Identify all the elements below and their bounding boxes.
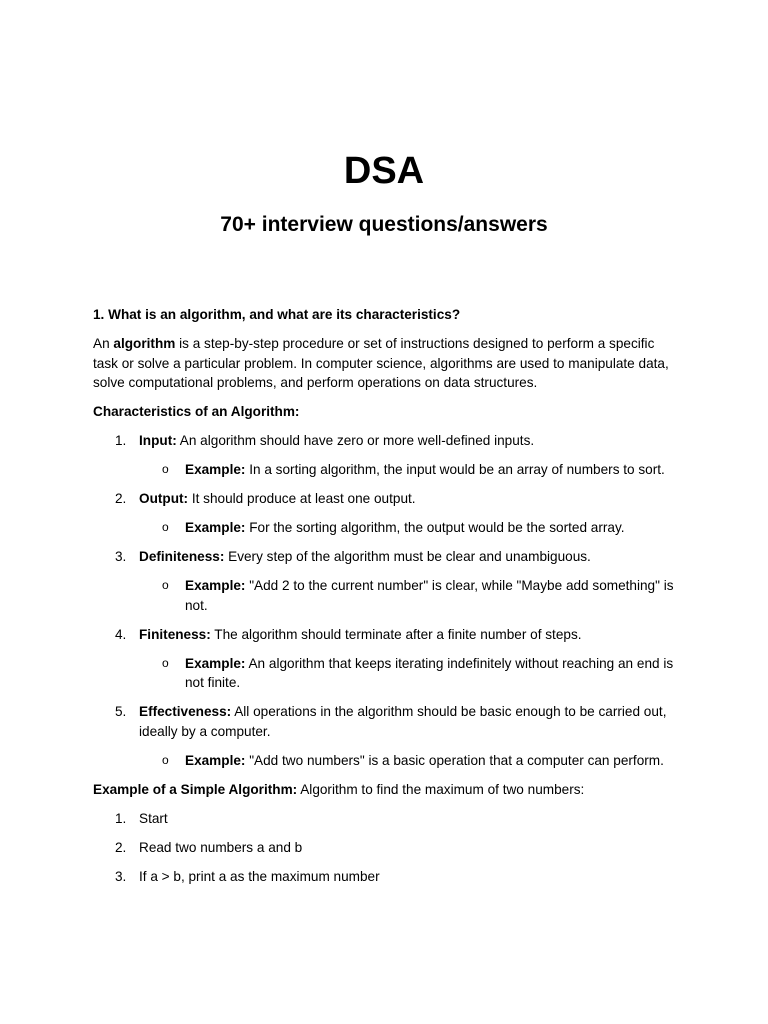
characteristic-term: Input: bbox=[139, 433, 177, 448]
step-text: Start bbox=[139, 810, 168, 826]
example-text: For the sorting algorithm, the output would be the sorted array. bbox=[245, 520, 625, 535]
example-item bbox=[93, 460, 683, 480]
circle-bullet-icon: o bbox=[162, 578, 169, 592]
example-item bbox=[93, 751, 683, 771]
document-title: DSA bbox=[343, 150, 425, 192]
example-label: Example: bbox=[185, 752, 246, 768]
characteristic-term: Output: bbox=[139, 491, 189, 506]
simple-example-text: Algorithm to find the maximum of two numbers: bbox=[297, 781, 585, 797]
item-number: 4. bbox=[115, 626, 127, 642]
example-label: Example: bbox=[185, 462, 246, 477]
characteristic-item bbox=[93, 431, 683, 451]
step-text: If a > b, print a as the maximum number bbox=[139, 868, 380, 884]
characteristic-desc: All operations in the algorithm should be basic enough to be carried out, ideally by a computer. bbox=[139, 704, 667, 739]
simple-example-paragraph bbox=[93, 780, 683, 800]
document-body bbox=[93, 305, 683, 886]
characteristic-term: Finiteness: bbox=[139, 626, 211, 642]
characteristic-item bbox=[93, 489, 683, 509]
characteristic-desc: An algorithm should have zero or more well-defined inputs. bbox=[176, 433, 535, 448]
intro-bold-term: algorithm bbox=[113, 336, 176, 351]
algorithm-step bbox=[93, 867, 683, 887]
characteristic-desc: Every step of the algorithm must be clear and unambiguous. bbox=[224, 549, 591, 564]
characteristic-item bbox=[93, 625, 683, 645]
simple-example-label: Example of a Simple Algorithm: bbox=[93, 781, 298, 797]
circle-bullet-icon: o bbox=[162, 752, 169, 767]
characteristics-heading: Characteristics of an Algorithm: bbox=[93, 404, 300, 419]
step-number: 2. bbox=[115, 839, 127, 855]
intro-paragraph bbox=[93, 334, 683, 393]
characteristic-item bbox=[93, 702, 683, 741]
document-subtitle: 70+ interview questions/answers bbox=[220, 213, 548, 236]
example-item bbox=[93, 518, 683, 538]
intro-prefix: An bbox=[93, 336, 114, 351]
step-number: 3. bbox=[115, 868, 127, 884]
characteristic-term: Effectiveness: bbox=[139, 704, 232, 719]
step-text: Read two numbers a and b bbox=[139, 839, 303, 855]
item-number: 1. bbox=[115, 433, 127, 448]
characteristic-desc: It should produce at least one output. bbox=[188, 491, 416, 506]
example-text: "Add two numbers" is a basic operation that a computer can perform. bbox=[245, 752, 664, 768]
example-text: In a sorting algorithm, the input would be an array of numbers to sort. bbox=[245, 462, 665, 477]
characteristic-desc: The algorithm should terminate after a finite number of steps. bbox=[210, 626, 582, 642]
example-item bbox=[93, 576, 683, 615]
intro-rest: is a step-by-step procedure or set of instructions designed to perform a specific task or solve a particular problem. In computer science, algorithms are used to manipulate data, solve computational problems, and perform operations on data structures. bbox=[93, 336, 669, 390]
example-text: An algorithm that keeps iterating indefinitely without reaching an end is not finite. bbox=[185, 655, 674, 690]
algorithm-step bbox=[93, 838, 683, 858]
step-number: 1. bbox=[115, 810, 127, 826]
example-label: Example: bbox=[185, 655, 246, 671]
characteristic-term: Definiteness: bbox=[139, 549, 225, 564]
example-label: Example: bbox=[185, 578, 246, 593]
circle-bullet-icon: o bbox=[162, 520, 169, 534]
item-number: 5. bbox=[115, 704, 127, 719]
item-number: 3. bbox=[115, 549, 127, 564]
example-label: Example: bbox=[185, 520, 246, 535]
item-number: 2. bbox=[115, 491, 127, 506]
characteristic-item bbox=[93, 547, 683, 567]
example-text: "Add 2 to the current number" is clear, while "Maybe add something" is not. bbox=[185, 578, 674, 613]
question-heading: 1. What is an algorithm, and what are its characteristics? bbox=[93, 307, 461, 322]
example-item bbox=[93, 654, 683, 693]
algorithm-step bbox=[93, 809, 683, 829]
circle-bullet-icon: o bbox=[162, 655, 169, 670]
circle-bullet-icon: o bbox=[162, 462, 169, 476]
